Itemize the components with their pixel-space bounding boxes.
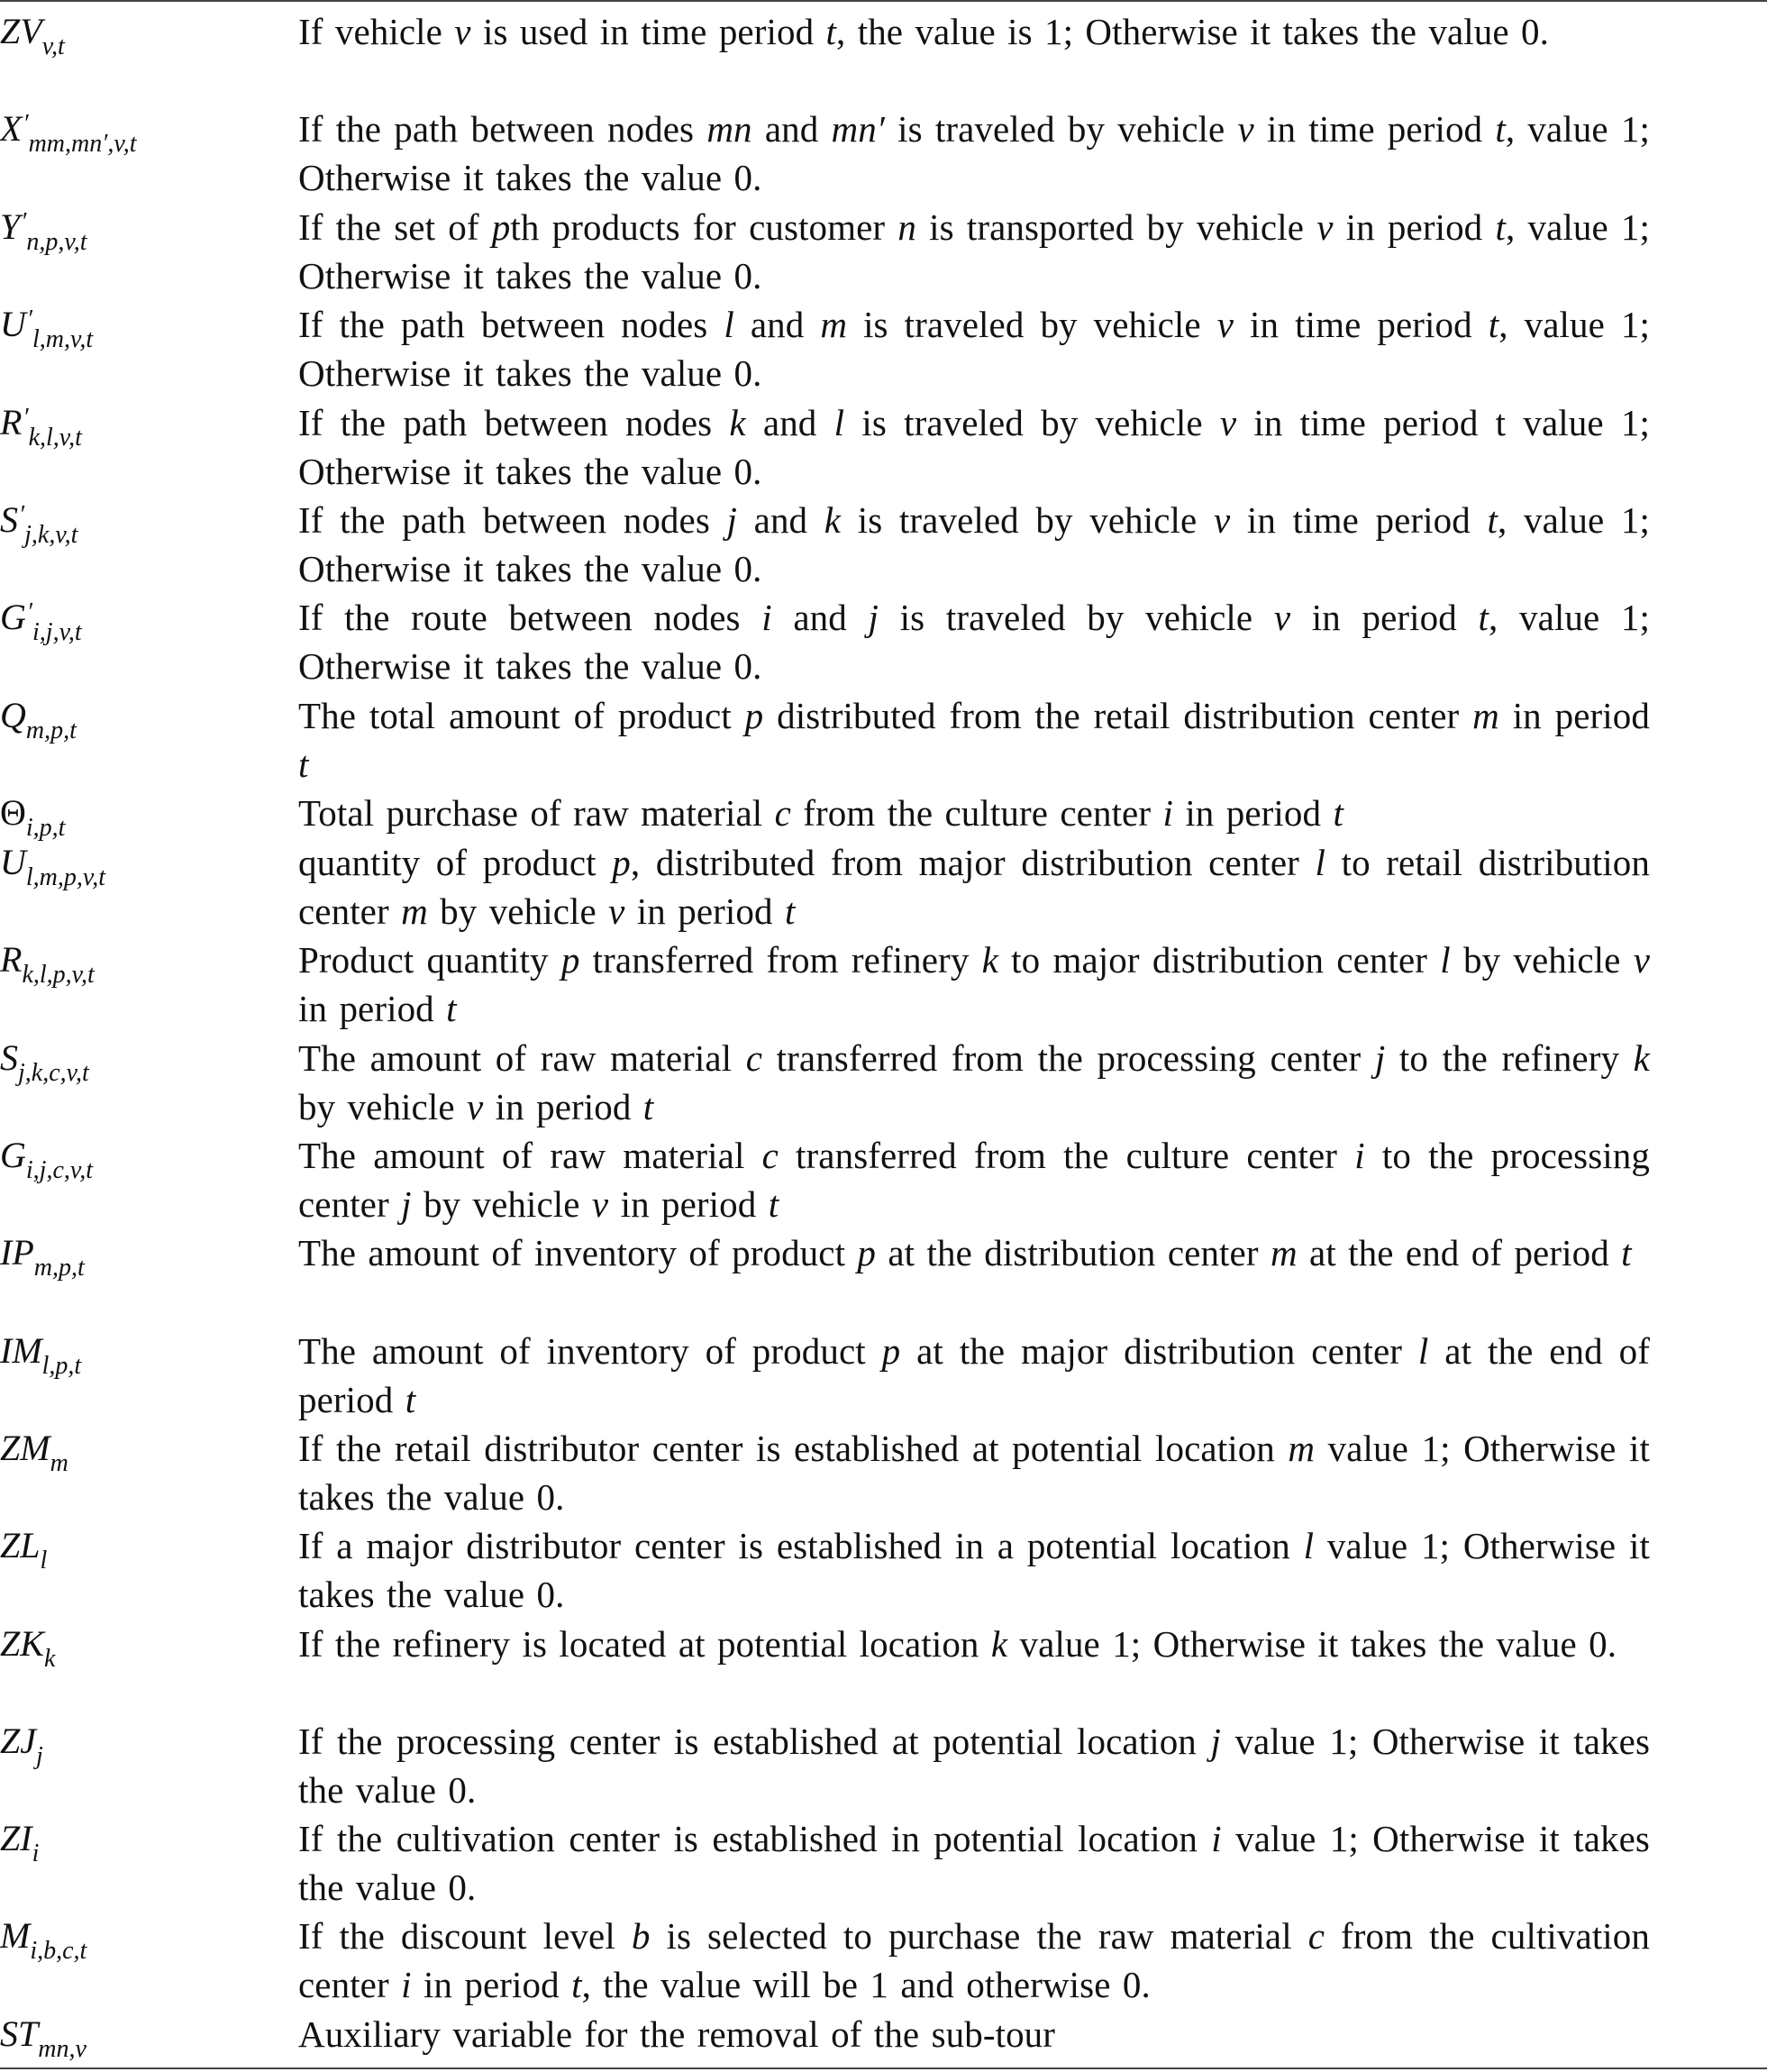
table-row <box>0 398 1650 496</box>
variable-description: If the refinery is located at potential location k value 1; Otherwise it takes the value 0. <box>298 1623 1617 1665</box>
table-row <box>0 203 1650 300</box>
table-row <box>0 1620 1650 1673</box>
variable-symbol: $S_{j,k,c,v,t}$ <box>0 1037 89 1087</box>
variable-symbol: $ZJ_j$ <box>0 1721 43 1770</box>
table-row <box>0 105 1650 202</box>
variable-symbol: $ZV_{v,t}$ <box>0 11 65 60</box>
variable-description: If vehicle v is used in time period t, the value is 1; Otherwise it takes the value 0. <box>298 11 1549 52</box>
variable-description: The amount of raw material c transferred from the culture center i to the processing center j by vehicle v in period t <box>298 1135 1650 1225</box>
variable-symbol: $ZI_i$ <box>0 1818 40 1867</box>
variable-symbol: $ZM_m$ <box>0 1428 68 1477</box>
variable-description: The amount of inventory of product p at the distribution center m at the end of period t <box>298 1232 1632 1273</box>
variable-description: If the path between nodes j and k is traveled by vehicle v in time period t, value 1; Otherwise it takes the value 0. <box>298 499 1650 589</box>
variable-symbol: $R'_{k,l,v,t}$ <box>0 402 82 452</box>
table-row <box>0 838 1650 936</box>
variable-description: If the set of pth products for customer n is transported by vehicle v in period t, value 1; Otherwise it takes the value 0. <box>298 206 1651 297</box>
variable-description: If the path between nodes k and l is traveled by vehicle v in time period t value 1; Otherwise it takes the value 0. <box>298 402 1650 492</box>
variable-description: The amount of raw material c transferred from the processing center j to the refinery k by vehicle v in period t <box>298 1037 1650 1127</box>
variable-description: If the path between nodes l and m is traveled by vehicle v in time period t, value 1; Otherwise it takes the value 0. <box>298 304 1650 394</box>
variable-description: If the discount level b is selected to purchase the raw material c from the cultivation center i in period t, the value will be 1 and otherwise 0. <box>298 1915 1651 2005</box>
variable-description: If the route between nodes i and j is traveled by vehicle v in period t, value 1; Otherwise it takes the value 0. <box>298 597 1650 687</box>
table-row <box>0 1814 1650 1912</box>
table-row <box>0 300 1650 397</box>
table-row <box>0 1521 1650 1619</box>
variable-description: If the path between nodes mn and mn′ is traveled by vehicle v in time period t, value 1; Otherwise it takes the value 0. <box>298 108 1650 198</box>
variable-symbol: $R_{k,l,p,v,t}$ <box>0 939 95 989</box>
variable-description: If the cultivation center is established in potential location i value 1; Otherwise it takes the value 0. <box>298 1818 1650 1908</box>
variable-description: quantity of product p, distributed from major distribution center l to retail distribution center m by vehicle v in period t <box>298 842 1650 932</box>
variable-symbol: $ZL_l$ <box>0 1525 48 1575</box>
table-row <box>0 496 1650 593</box>
variable-symbol: $X'_{mm,mn',v,t}$ <box>0 108 137 158</box>
variable-symbol: $S'_{j,k,v,t}$ <box>0 499 78 549</box>
table-row <box>0 7 1650 60</box>
variable-symbol: $G'_{i,j,v,t}$ <box>0 597 82 646</box>
variable-description: The total amount of product p distributed from the retail distribution center m in period t <box>298 695 1650 785</box>
table-row <box>0 936 1650 1033</box>
variable-description: Total purchase of raw material c from the culture center i in period t <box>298 792 1343 834</box>
variable-description: If the retail distributor center is established at potential location m value 1; Otherwise it takes the value 0. <box>298 1428 1650 1518</box>
variable-symbol: $IP_{m,p,t}$ <box>0 1232 85 1282</box>
top-rule <box>0 0 1767 2</box>
variable-symbol: $ZK_k$ <box>0 1623 56 1673</box>
variable-description: Auxiliary variable for the removal of the sub-tour <box>298 2013 1056 2055</box>
variable-symbol: $\Theta_{i,p,t}$ <box>0 792 66 842</box>
variable-description: If the processing center is established at potential location j value 1; Otherwise it takes the value 0. <box>298 1721 1650 1811</box>
table-row <box>0 1228 1650 1282</box>
variable-symbol: $IM_{l,p,t}$ <box>0 1330 82 1380</box>
bottom-rule <box>0 2067 1767 2069</box>
variable-description: Product quantity p transferred from refinery k to major distribution center l by vehicle v in period t <box>298 939 1651 1029</box>
table-row <box>0 593 1650 690</box>
variable-description: The amount of inventory of product p at the major distribution center l at the end of period t <box>298 1330 1650 1420</box>
variable-symbol: $M_{i,b,c,t}$ <box>0 1915 87 1965</box>
table-row <box>0 2010 1650 2063</box>
variable-description: If a major distributor center is established in a potential location l value 1; Otherwise it takes the value 0. <box>298 1525 1650 1615</box>
variable-symbol: $U'_{l,m,v,t}$ <box>0 304 94 353</box>
table-row <box>0 1327 1650 1424</box>
variable-symbol: $Q_{m,p,t}$ <box>0 695 77 744</box>
table-row <box>0 1131 1650 1228</box>
table-row <box>0 1034 1650 1131</box>
table-row <box>0 691 1650 789</box>
table-row <box>0 1912 1650 2009</box>
table-row <box>0 1717 1650 1814</box>
variable-symbol: $U_{l,m,p,v,t}$ <box>0 842 106 891</box>
variable-symbol: $ST_{mn,v}$ <box>0 2013 87 2063</box>
variable-symbol: $G_{i,j,c,v,t}$ <box>0 1135 94 1184</box>
table-row <box>0 1424 1650 1521</box>
variable-symbol: $Y'_{n,p,v,t}$ <box>0 206 87 256</box>
table-row <box>0 789 1650 842</box>
